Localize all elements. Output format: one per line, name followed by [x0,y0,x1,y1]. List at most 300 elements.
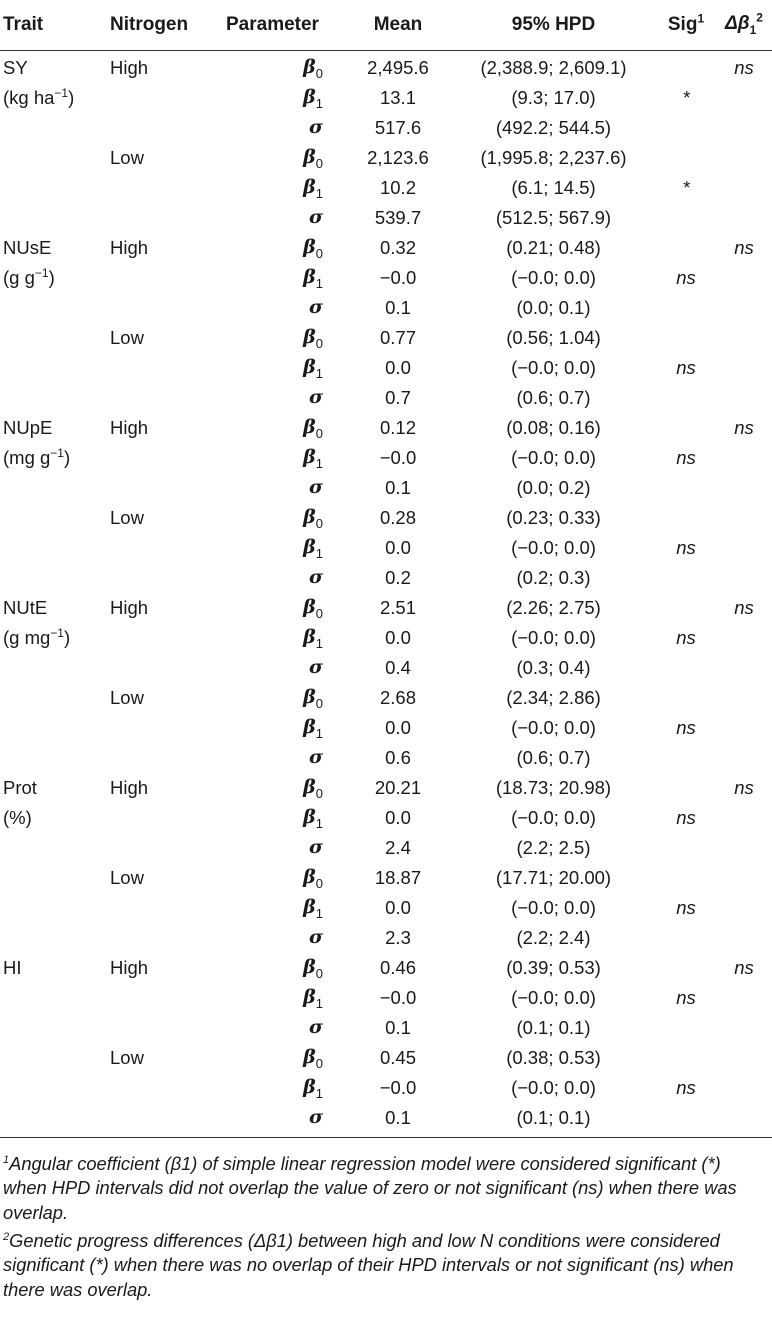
cell-diff [716,1013,772,1043]
cell-mean: −0.0 [379,987,417,1008]
cell-diff [716,803,772,833]
cell-diff [716,323,772,353]
trait-unit-tail: ) [48,267,55,289]
parameter-symbol: σ [308,835,323,858]
cell-mean: 0.28 [379,507,416,528]
cell-diff [716,443,772,473]
trait-label: (g g [3,267,35,289]
parameter-subscript: 1 [315,455,323,471]
cell-hpd: (18.73; 20.98) [495,777,612,798]
table-row [0,923,772,953]
cell-diff [716,113,772,143]
cell-nitrogen [108,83,220,113]
cell-diff [716,923,772,953]
cell-sig [656,143,716,173]
cell-nitrogen [108,533,220,563]
cell-trait [0,1103,108,1133]
table-row [0,713,772,743]
cell-sig [656,593,716,623]
cell-diff [716,263,772,293]
cell-hpd: (17.71; 20.00) [495,867,612,888]
parameter-subscript: 1 [315,95,323,111]
parameter-subscript: 1 [315,1085,323,1101]
cell-sig [656,293,716,323]
parameter-subscript: 1 [315,815,323,831]
cell-nitrogen: Low [110,1047,144,1068]
cell-trait [0,173,108,203]
parameter-symbol: σ [308,115,323,138]
cell-diff [716,893,772,923]
cell-sig: ns [676,267,696,288]
cell-hpd: (0.56; 1.04) [506,327,601,348]
parameter-symbol: σ [308,565,323,588]
cell-sig [656,953,716,983]
parameter-subscript: 1 [315,905,323,921]
cell-parameter [220,353,345,383]
header-diff-sub: 1 [749,22,757,37]
parameter-subscript: 0 [315,695,323,711]
cell-diff [716,983,772,1013]
parameter-symbol: β [303,685,316,708]
parameter-subscript: 1 [315,995,323,1011]
table-row [0,593,772,623]
cell-diff [716,653,772,683]
parameter-symbol: β [303,775,316,798]
cell-sig: * [682,87,690,108]
table-row [0,953,772,983]
cell-mean: 0.4 [385,657,411,678]
cell-diff: ns [734,57,754,78]
cell-mean: 539.7 [374,207,422,228]
cell-diff [716,1043,772,1073]
parameter-symbol: β [303,445,316,468]
cell-diff: ns [734,957,754,978]
cell-hpd: (−0.0; 0.0) [511,897,596,918]
parameter-symbol: β [303,805,316,828]
header-sig [656,0,716,51]
footnote-2-mark: 2 [3,1230,10,1243]
table-row [0,1043,772,1073]
cell-nitrogen: Low [110,687,144,708]
cell-diff [716,623,772,653]
cell-diff [716,1073,772,1103]
cell-diff [716,863,772,893]
cell-trait [0,143,108,173]
footnote-2 [3,1225,766,1302]
cell-mean: 0.1 [385,297,411,318]
parameter-subscript: 0 [315,785,323,801]
parameter-subscript: 0 [315,1055,323,1071]
parameter-symbol: β [303,175,316,198]
footnote-1-text: Angular coefficient (β1) of simple linear regression model were considered significant (*) when HPD intervals did not overlap the value of zero or not significant (ns) when there was overlap. [3,1153,737,1223]
parameter-symbol: β [303,55,316,78]
cell-mean: 10.2 [379,177,416,198]
cell-hpd: (0.0; 0.2) [516,477,591,498]
table-row [0,683,772,713]
cell-hpd: (−0.0; 0.0) [511,267,596,288]
cell-trait [0,773,108,803]
table-row [0,293,772,323]
cell-parameter [220,593,345,623]
cell-diff [716,563,772,593]
cell-trait [0,113,108,143]
trait-unit-tail: ) [63,627,71,649]
cell-nitrogen [108,443,220,473]
table-row [0,83,772,113]
cell-mean: 2,123.6 [367,147,429,168]
cell-parameter [220,1073,345,1103]
cell-hpd: (1,995.8; 2,237.6) [480,147,627,168]
cell-hpd: (9.3; 17.0) [511,87,596,108]
cell-mean: −0.0 [379,447,417,468]
parameter-symbol: β [303,505,316,528]
cell-nitrogen [108,383,220,413]
cell-diff: ns [734,417,754,438]
table-row [0,833,772,863]
cell-mean: 0.1 [385,1107,411,1128]
cell-nitrogen [108,713,220,743]
cell-hpd: (−0.0; 0.0) [511,627,596,648]
cell-hpd: (0.1; 0.1) [516,1017,591,1038]
cell-diff [716,743,772,773]
parameter-symbol: β [303,1045,316,1068]
cell-sig [656,1043,716,1073]
cell-parameter [220,533,345,563]
table-row [0,803,772,833]
trait-unit-exponent: −1 [50,446,64,461]
cell-hpd: (0.38; 0.53) [506,1047,601,1068]
table-row [0,773,772,803]
cell-diff [716,293,772,323]
footnote-1 [3,1148,766,1225]
cell-parameter [220,683,345,713]
cell-mean: 2.51 [379,597,416,618]
parameter-symbol: β [303,595,316,618]
parameter-symbol: β [303,865,316,888]
cell-sig [656,1103,716,1133]
table-row [0,323,772,353]
cell-sig: * [682,177,690,198]
parameter-symbol: β [303,325,316,348]
cell-diff [716,503,772,533]
cell-nitrogen [108,653,220,683]
cell-nitrogen: Low [110,327,144,348]
cell-nitrogen [108,983,220,1013]
cell-nitrogen [108,803,220,833]
cell-nitrogen: High [110,237,149,258]
cell-diff [716,83,772,113]
header-diff-sup: 2 [756,10,763,25]
parameter-subscript: 0 [315,335,323,351]
table-row [0,263,772,293]
cell-parameter [220,803,345,833]
table-row [0,173,772,203]
cell-sig [656,1013,716,1043]
cell-trait [0,203,108,233]
cell-trait [0,683,108,713]
cell-trait [0,563,108,593]
cell-sig [656,923,716,953]
cell-nitrogen: High [110,957,149,978]
cell-mean: 13.1 [379,87,416,108]
table-row [0,743,772,773]
parameter-subscript: 1 [315,725,323,741]
cell-sig: ns [676,807,696,828]
cell-mean: 0.0 [385,537,411,558]
cell-hpd: (−0.0; 0.0) [511,987,596,1008]
table-header [0,0,772,51]
cell-nitrogen [108,203,220,233]
cell-nitrogen: Low [110,507,144,528]
parameter-symbol: σ [308,745,323,768]
table-row [0,1103,772,1133]
parameter-symbol: σ [308,295,323,318]
cell-hpd: (2.34; 2.86) [506,687,601,708]
cell-parameter [220,113,345,143]
cell-hpd: (0.08; 0.16) [506,417,601,438]
parameter-subscript: 0 [315,155,323,171]
table-row [0,863,772,893]
cell-parameter [220,383,345,413]
cell-sig [656,563,716,593]
trait-label: (mg g [3,447,51,469]
parameter-subscript: 1 [315,545,323,561]
cell-hpd: (−0.0; 0.0) [511,1077,596,1098]
cell-sig [656,743,716,773]
cell-hpd: (2,388.9; 2,609.1) [480,57,627,78]
parameter-symbol: σ [308,1015,323,1038]
cell-mean: 0.0 [385,357,411,378]
cell-trait [0,323,108,353]
cell-trait [0,51,108,84]
cell-nitrogen: Low [110,147,144,168]
cell-trait [0,233,108,263]
cell-mean: 0.0 [385,717,411,738]
header-sig-sup: 1 [697,11,705,26]
parameter-subscript: 1 [315,365,323,381]
table-row [0,443,772,473]
parameter-subscript: 1 [315,275,323,291]
parameter-symbol: β [303,265,316,288]
cell-sig [656,773,716,803]
cell-nitrogen [108,113,220,143]
cell-hpd: (512.5; 567.9) [495,207,612,228]
cell-hpd: (−0.0; 0.0) [511,807,596,828]
table-row [0,113,772,143]
cell-sig: ns [676,1077,696,1098]
cell-nitrogen [108,263,220,293]
cell-parameter [220,473,345,503]
cell-sig [656,413,716,443]
cell-hpd: (0.6; 0.7) [516,387,591,408]
cell-nitrogen [108,743,220,773]
cell-parameter [220,51,345,84]
cell-hpd: (492.2; 544.5) [495,117,612,138]
cell-parameter [220,653,345,683]
table-row [0,353,772,383]
cell-trait [0,923,108,953]
cell-nitrogen: Low [110,867,144,888]
table-row [0,893,772,923]
cell-parameter [220,503,345,533]
trait-label: NUtE [3,597,48,618]
cell-parameter [220,773,345,803]
cell-parameter [220,203,345,233]
cell-trait [0,623,108,653]
parameter-symbol: β [303,355,316,378]
cell-hpd: (0.0; 0.1) [516,297,591,318]
header-mean: Mean [345,0,451,51]
cell-parameter [220,983,345,1013]
cell-sig [656,51,716,84]
cell-nitrogen [108,623,220,653]
cell-trait [0,503,108,533]
cell-diff [716,383,772,413]
cell-hpd: (2.2; 2.5) [516,837,591,858]
cell-mean: 0.45 [379,1047,416,1068]
trait-label: (%) [3,807,32,828]
parameter-subscript: 1 [315,185,323,201]
cell-nitrogen [108,293,220,323]
cell-parameter [220,233,345,263]
parameter-symbol: β [303,535,316,558]
cell-sig [656,503,716,533]
cell-sig [656,203,716,233]
cell-mean: 517.6 [374,117,422,138]
parameter-symbol: β [303,235,316,258]
trait-unit-exponent: −1 [34,266,49,281]
cell-diff [716,683,772,713]
cell-trait [0,443,108,473]
table-row [0,1073,772,1103]
cell-mean: 2,495.6 [367,57,429,78]
parameter-symbol: σ [308,925,323,948]
cell-parameter [220,443,345,473]
cell-mean: 0.6 [385,747,411,768]
table-row [0,623,772,653]
header-hpd: 95% HPD [451,0,656,51]
cell-sig: ns [676,717,696,738]
cell-trait [0,83,108,113]
footnotes [0,1138,772,1302]
parameter-symbol: β [303,955,316,978]
cell-diff [716,833,772,863]
header-diff [716,0,772,51]
table-row [0,983,772,1013]
cell-trait [0,293,108,323]
parameter-subscript: 0 [315,605,323,621]
cell-nitrogen [108,1073,220,1103]
cell-sig [656,323,716,353]
parameter-symbol: β [303,985,316,1008]
cell-mean: 2.4 [385,837,411,858]
cell-nitrogen [108,353,220,383]
parameter-symbol: β [303,715,316,738]
cell-nitrogen: High [110,417,149,438]
cell-trait [0,1043,108,1073]
cell-parameter [220,1103,345,1133]
cell-trait [0,263,108,293]
trait-label: NUpE [3,417,53,438]
cell-parameter [220,953,345,983]
cell-parameter [220,323,345,353]
cell-diff [716,473,772,503]
cell-trait [0,863,108,893]
parameter-symbol: β [303,85,316,108]
trait-label: (g mg [3,627,51,649]
cell-nitrogen [108,893,220,923]
parameter-subscript: 0 [315,965,323,981]
cell-nitrogen: High [110,597,149,618]
cell-nitrogen [108,833,220,863]
table-row [0,533,772,563]
cell-mean: −0.0 [379,267,417,288]
cell-sig [656,383,716,413]
cell-diff: ns [734,597,754,618]
cell-parameter [220,1043,345,1073]
table-row [0,653,772,683]
parameter-symbol: β [303,625,316,648]
header-diff-label: Δβ [725,13,750,35]
parameter-subscript: 0 [315,245,323,261]
cell-trait [0,743,108,773]
cell-trait [0,383,108,413]
trait-label: HI [3,957,22,978]
cell-parameter [220,863,345,893]
parameter-subscript: 0 [315,65,323,81]
parameter-subscript: 0 [315,875,323,891]
cell-mean: 0.1 [385,477,411,498]
cell-parameter [220,923,345,953]
parameter-symbol: σ [308,475,323,498]
cell-mean: 20.21 [374,777,422,798]
cell-sig: ns [676,987,696,1008]
table-row [0,203,772,233]
cell-diff: ns [734,777,754,798]
table-row [0,473,772,503]
cell-nitrogen [108,1013,220,1043]
cell-mean: 0.77 [379,327,416,348]
cell-mean: 0.2 [385,567,411,588]
cell-sig [656,113,716,143]
cell-parameter [220,293,345,323]
trait-unit-exponent: −1 [50,626,64,641]
cell-mean: 0.1 [385,1017,411,1038]
cell-parameter [220,83,345,113]
cell-sig [656,833,716,863]
cell-parameter [220,1013,345,1043]
cell-hpd: (6.1; 14.5) [511,177,596,198]
cell-mean: 2.68 [379,687,416,708]
cell-diff: ns [734,237,754,258]
cell-parameter [220,563,345,593]
cell-trait [0,353,108,383]
cell-trait [0,413,108,443]
cell-diff [716,353,772,383]
cell-hpd: (2.2; 2.4) [516,927,591,948]
cell-hpd: (−0.0; 0.0) [511,357,596,378]
cell-nitrogen [108,1103,220,1133]
header-row [0,0,772,51]
cell-nitrogen: High [110,777,149,798]
trait-label: SY [3,57,28,78]
cell-diff [716,1103,772,1133]
footnote-2-text: Genetic progress differences (Δβ1) between high and low N conditions were considered significant (*) when there was no overlap of their HPD intervals or not significant (ns) when there was overlap. [3,1230,734,1300]
cell-parameter [220,413,345,443]
table-row [0,51,772,84]
cell-nitrogen [108,563,220,593]
cell-trait [0,593,108,623]
